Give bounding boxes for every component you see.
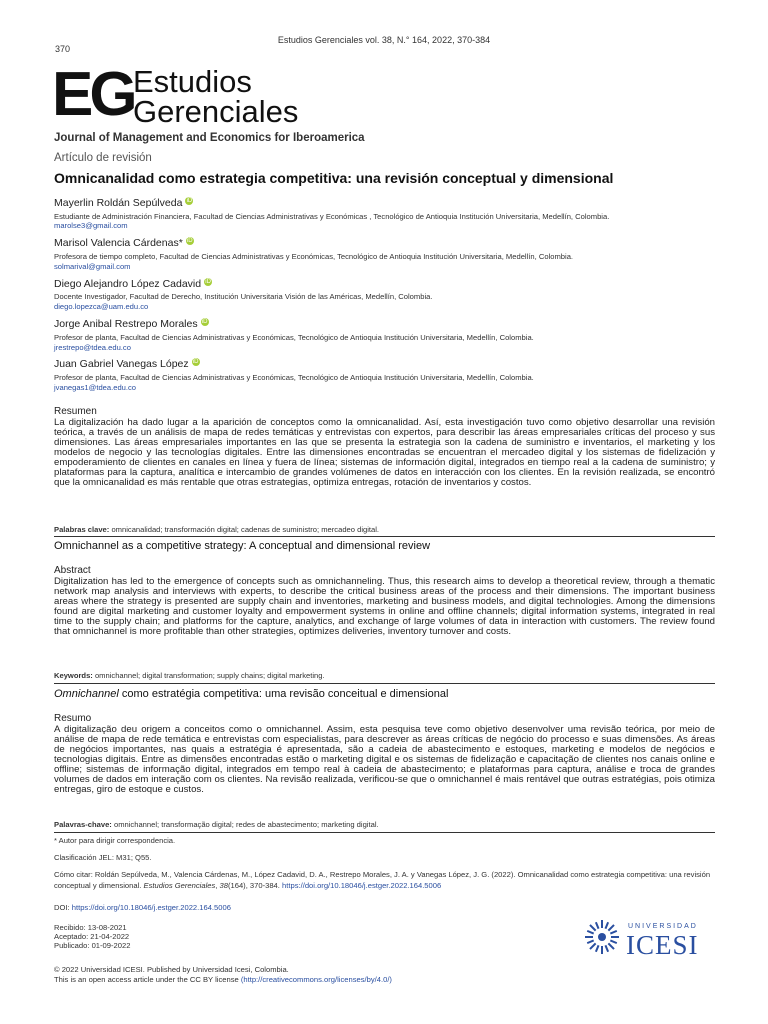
citation-text: Cómo citar: Roldán Sepúlveda, M., Valencia Cárdenas, M., López Cadavid, D. A., Restrepo Morales, J. A. y Vanegas López, J. G. (2022). Omnicanalidad como estrategia competitiva: una revisión conceptual y dimensional. [54, 870, 711, 890]
university-label: UNIVERSIDAD [628, 923, 698, 930]
author-name [54, 237, 194, 249]
journal-logo-name [133, 64, 299, 129]
orcid-icon[interactable]: iD [201, 319, 208, 325]
english-title: Omnichannel as a competitive strategy: A conceptual and dimensional review [54, 540, 431, 552]
orcid-icon[interactable]: iD [205, 279, 211, 285]
resumen-text: La digitalización ha dado lugar a la aparición de conceptos como la omnicanalidad. Así, esta investigación tuvo como objetivo desarrollar una revisión teórica, a través de un análisis de mapa de redes temáticas y entrevistas con expertos, para describir las áreas empresariales críticas del proceso y sus dimensiones. Las áreas empresariales importantes en las que se presenta la estrategia son la cadena de suministro e inventarios, el marketing y los modelos de negocio y las tecnologías digitales. Entre las dimensiones encontradas se encuentran el mercadeo digital y los sistemas de fidelización y empoderamiento de clientes en canales en línea y fuera de línea; sistemas de información digital, integrados en tiempo real a la cadena de suministro; y plataformas para la captura, analítica e intercambio de grandes volúmenes de datos en interacción con los clientes. En la revisión realizada, se encontró que la omnicanalidad es más rentable que otras estrategias, optimiza entregas, rotación de inventarios y costos. [54, 417, 715, 488]
divider [54, 683, 715, 684]
article-type: Artículo de revisión [54, 152, 152, 164]
author-email[interactable]: marolse3@gmail.com [54, 221, 128, 230]
divider [54, 536, 715, 537]
university-name: ICESI [626, 930, 699, 960]
portuguese-title-em: Omnichannel [54, 688, 119, 700]
author-name [54, 358, 200, 370]
resumen-heading: Resumen [54, 406, 97, 417]
citation-doi-link[interactable]: https://doi.org/10.18046/j.estger.2022.164.5006 [282, 881, 442, 890]
author-affiliation: Profesor de planta, Facultad de Ciencias Administrativas y Económicas, Tecnológico de Antioquia Institución Universitaria, Medellín, Colombia. [54, 373, 534, 382]
author-email[interactable]: diego.lopezca@uam.edu.co [54, 302, 149, 311]
keywords-text: omnicanalidad; transformación digital; cadenas de suministro; mercadeo digital. [111, 525, 380, 534]
author-affiliation: Profesora de tiempo completo, Facultad de Ciencias Administrativas y Económicas, Tecnológico de Antioquia Institución Universitaria, Medellín, Colombia. [54, 252, 574, 261]
jel-classification: Clasificación JEL: M31; Q55. [54, 853, 152, 862]
doi-line [54, 903, 231, 912]
citation-journal: Estudios Gerenciales [143, 881, 216, 890]
author-affiliation: Profesor de planta, Facultad de Ciencias Administrativas y Económicas, Tecnológico de Antioquia Institución Universitaria, Medellín, Colombia. [54, 333, 534, 342]
orcid-icon[interactable]: iD [192, 359, 199, 365]
author-affiliation: Estudiante de Administración Financiera, Facultad de Ciencias Administrativas y Económicas , Tecnológico de Antioquia Institución Universitaria, Medellín, Colombia. [54, 212, 610, 221]
doi-link[interactable]: https://doi.org/10.18046/j.estger.2022.164.5006 [71, 903, 231, 912]
abstract-keywords [54, 671, 325, 680]
keywords-text: omnichannel; transformação digital; redes de abastecimento; marketing digital. [113, 820, 379, 829]
logo-line-1: Estudios [133, 64, 252, 99]
author-email[interactable]: jvanegas1@tdea.edu.co [54, 383, 137, 392]
author-email[interactable]: jrestrepo@tdea.edu.co [54, 343, 131, 352]
author-name-text: Mayerlin Roldán Sepúlveda [54, 197, 183, 209]
license-text: This is an open access article under the CC BY license [54, 975, 239, 984]
portuguese-title-rest: como estratégia competitiva: uma revisão conceitual e dimensional [118, 688, 449, 700]
citation-pages: (164), 370-384. [227, 881, 280, 890]
citation: Cómo citar: Roldán Sepúlveda, M., Valencia Cárdenas, M., López Cadavid, D. A., Restrepo Morales, J. A. y Vanegas López, J. G. (2022). Omnicanalidad como estrategia competitiva: una revisión conceptual y dimensional. Estudios Gerenciales, 38(164), 370-384. https://doi.org/10.18046/j.estger.2022.164.5006 [54, 870, 711, 890]
resumo-keywords [54, 820, 379, 829]
author-name-text: Jorge Anibal Restrepo Morales [54, 318, 198, 330]
copyright: © 2022 Universidad ICESI. Published by Universidad Icesi, Colombia. [54, 965, 289, 974]
author-name-text: Diego Alejandro López Cadavid [54, 278, 202, 290]
resumo-heading: Resumo [54, 713, 92, 724]
icesi-emblem-icon [584, 919, 620, 955]
logo-line-2: Gerenciales [133, 94, 299, 129]
page-number: 370 [55, 44, 71, 54]
footnote: * Autor para dirigir correspondencia. [54, 836, 176, 845]
orcid-icon[interactable]: iD [186, 238, 193, 244]
license [54, 975, 392, 984]
resumen-keywords [54, 525, 379, 534]
keywords-label: Palabras clave: [54, 525, 110, 534]
author-name [54, 278, 212, 290]
author-name [54, 318, 209, 330]
article-title: Omnicanalidad como estrategia competitiva: una revisión conceptual y dimensional [54, 170, 614, 186]
author-name [54, 197, 193, 209]
portuguese-title [54, 688, 448, 700]
abstract-text: Digitalization has led to the emergence of concepts such as omnichanneling. Thus, this research aims to develop a theoretical review, through a thematic network map analysis and interviews with experts, to describe the critical business areas of the process and their dimensions. The important business areas where the strategy is presented are supply chain and inventories, marketing and business models, and digital technologies. Among the dimensions found are digital marketing and customer loyalty and empowerment systems in online and offline channels; digital information systems, integrated in real time to the supply chain; and platforms for the capture, analytics, and exchange of large volumes of data in interaction with customers. The review found that omnichannel is more profitable than other strategies, optimizes deliveries, inventory turnover and costs. [54, 576, 715, 637]
divider [54, 832, 715, 833]
date-accepted: Aceptado: 21-04-2022 [54, 932, 130, 941]
author-email[interactable]: solmarival@gmail.com [54, 262, 131, 271]
author-name-text: Marisol Valencia Cárdenas* [54, 237, 183, 249]
doi-label: DOI: [54, 903, 70, 912]
abstract-heading: Abstract [54, 565, 91, 576]
keywords-label: Keywords: [54, 671, 93, 680]
keywords-label: Palavras-chave: [54, 820, 112, 829]
journal-logo-mark: EG [52, 60, 134, 129]
license-link[interactable]: (http://creativecommons.org/licenses/by/4.0/) [240, 975, 392, 984]
date-published: Publicado: 01-09-2022 [54, 941, 131, 950]
author-affiliation: Docente Investigador, Facultad de Derecho, Institución Universitaria Visión de las Américas, Medellín, Colombia. [54, 292, 433, 301]
date-received: Recibido: 13-08-2021 [54, 923, 127, 932]
author-name-text: Juan Gabriel Vanegas López [54, 358, 189, 370]
orcid-icon[interactable]: iD [186, 198, 193, 204]
resumo-text: A digitalização deu origem a conceitos como o omnichannel. Assim, esta pesquisa teve como objetivo desenvolver uma revisão teórica, por meio de análise de mapa de rede temática e entrevistas com especialistas, para descrever as áreas críticas de negócio do processo e suas dimensões. As áreas de negócios importantes, nas quais a estratégia é apresentada, são a cadeia de abastecimento e estoques, marketing e modelos de negócios e tecnologias digitais. Entre as dimensões encontradas estão o marketing digital e os sistemas de fidelização e capacitação de clientes nos canais online e offline; sistemas de informação digital, integrados em tempo real à cadeia de abastecimento; e plataformas para captura, análise e troca de grandes volumes de dados em interação com os clientes. Na revisão realizada, verificou-se que o omnichannel é mais rentável que outras estratégias, pois otimiza entregas, giro de estoque e custos. [54, 724, 715, 795]
keywords-text: omnichannel; digital transformation; supply chains; digital marketing. [94, 671, 325, 680]
journal-header: Estudios Gerenciales vol. 38, N.° 164, 2022, 370-384 [277, 35, 491, 45]
citation-volume: 38 [219, 881, 228, 890]
journal-subtitle: Journal of Management and Economics for Iberoamerica [54, 132, 365, 144]
